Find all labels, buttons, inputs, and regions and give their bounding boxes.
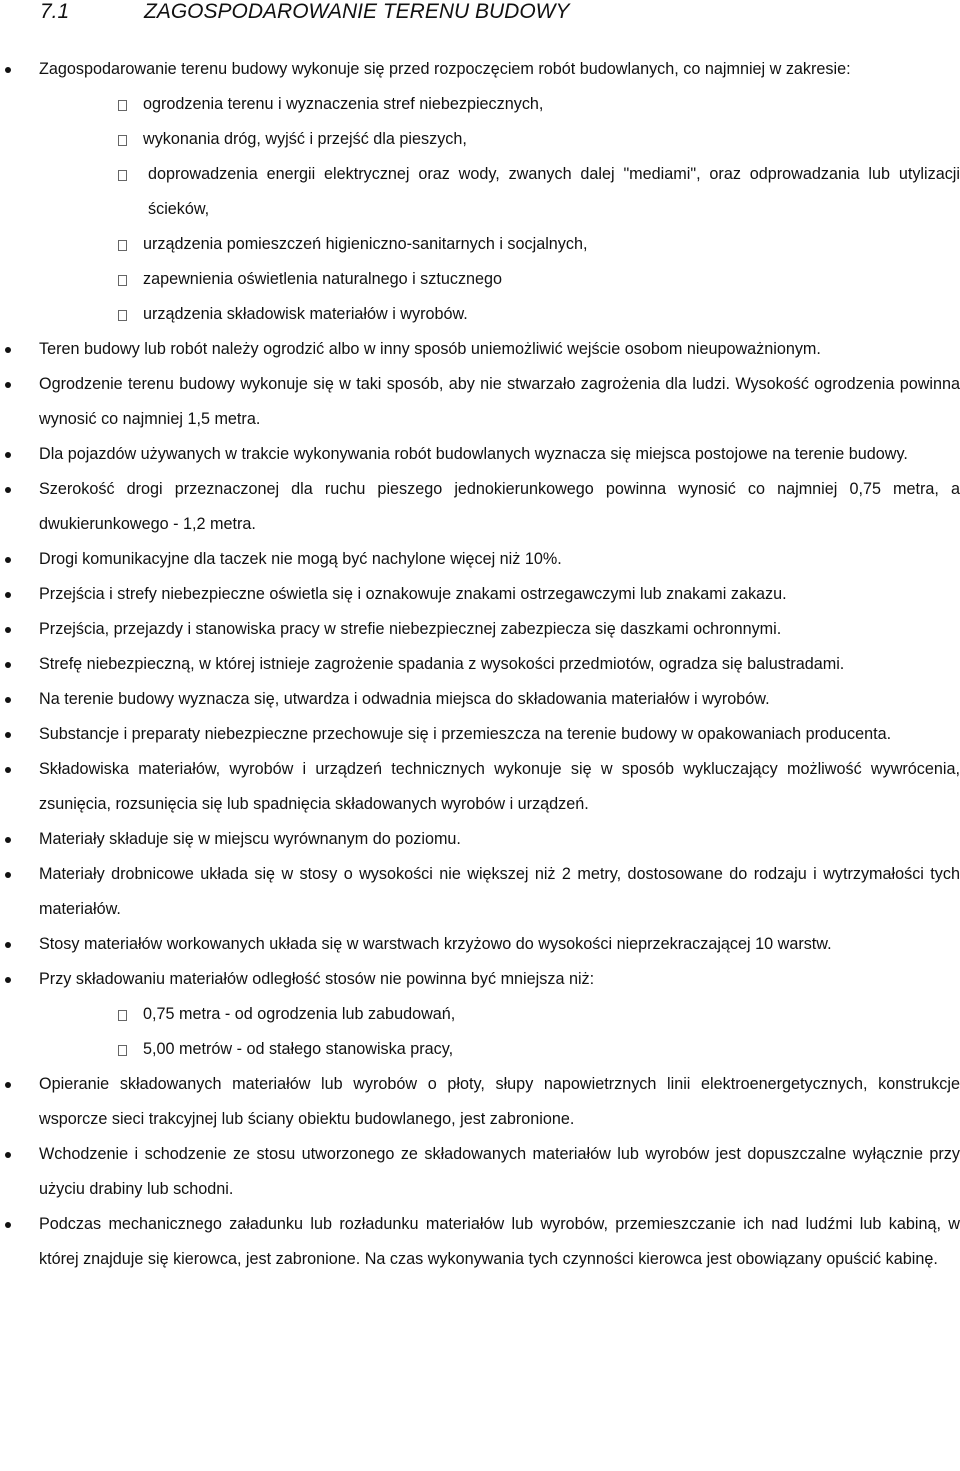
sub-list-item: urządzenia pomieszczeń higieniczno-sanitarnych i socjalnych,: [39, 227, 960, 262]
list-item: Podczas mechanicznego załadunku lub rozładunku materiałów lub wyrobów, przemieszczanie ich nad ludźmi lub kabiną, w której znajduje się kierowca, jest zabronione. Na czas wykonywania tych czynności kierowca jest obowiązany opuścić kabinę.: [0, 1207, 960, 1277]
checkbox-glyph-icon: [118, 135, 127, 146]
sub-list-item: 5,00 metrów - od stałego stanowiska pracy,: [39, 1032, 960, 1067]
list-item: Na terenie budowy wyznacza się, utwardza i odwadnia miejsca do składowania materiałów i wyrobów.: [0, 682, 960, 717]
section-number: 7.1: [40, 0, 70, 23]
sub-list-item: 0,75 metra - od ogrodzenia lub zabudowań,: [39, 997, 960, 1032]
bullet-list: [0, 52, 960, 1277]
checkbox-glyph-icon: [118, 1010, 127, 1021]
list-item: Stosy materiałów workowanych układa się w warstwach krzyżowo do wysokości nieprzekraczającej 10 warstw.: [0, 927, 960, 962]
checkbox-glyph-icon: [118, 100, 127, 111]
checkbox-glyph-icon: [118, 275, 127, 286]
list-item: Opieranie składowanych materiałów lub wyrobów o płoty, słupy napowietrznych linii elektroenergetycznych, konstrukcje wsporcze sieci trakcyjnej lub ściany obiektu budowlanego, jest zabronione.: [0, 1067, 960, 1137]
list-item-text: Zagospodarowanie terenu budowy wykonuje się przed rozpoczęciem robót budowlanych, co najmniej w zakresie:: [39, 60, 851, 78]
list-item: Strefę niebezpieczną, w której istnieje zagrożenie spadania z wysokości przedmiotów, ogradza się balustradami.: [0, 647, 960, 682]
list-item: [0, 962, 960, 1067]
list-item-text: Przy składowaniu materiałów odległość stosów nie powinna być mniejsza niż:: [39, 970, 595, 988]
sub-list-item: urządzenia składowisk materiałów i wyrobów.: [39, 297, 960, 332]
list-item: Drogi komunikacyjne dla taczek nie mogą być nachylone więcej niż 10%.: [0, 542, 960, 577]
sub-list-item: ogrodzenia terenu i wyznaczenia stref niebezpiecznych,: [39, 87, 960, 122]
section-heading: [40, 0, 570, 24]
list-item: Dla pojazdów używanych w trakcie wykonywania robót budowlanych wyznacza się miejsca postojowe na terenie budowy.: [0, 437, 960, 472]
list-item: [0, 52, 960, 332]
list-item: Przejścia i strefy niebezpieczne oświetla się i oznakowuje znakami ostrzegawczymi lub znakami zakazu.: [0, 577, 960, 612]
checkbox-glyph-icon: [118, 240, 127, 251]
sub-list: [39, 997, 960, 1067]
checkbox-glyph-icon: [118, 1045, 127, 1056]
sub-list-item: zapewnienia oświetlenia naturalnego i sztucznego: [39, 262, 960, 297]
checkbox-glyph-icon: [118, 170, 127, 181]
list-item: Składowiska materiałów, wyrobów i urządzeń technicznych wykonuje się w sposób wykluczający możliwość wywrócenia, zsunięcia, rozsunięcia się lub spadnięcia składowanych wyrobów i urządzeń.: [0, 752, 960, 822]
list-item: Wchodzenie i schodzenie ze stosu utworzonego ze składowanych materiałów lub wyrobów jest dopuszczalne wyłącznie przy użyciu drabiny lub schodni.: [0, 1137, 960, 1207]
list-item: Materiały drobnicowe układa się w stosy o wysokości nie większej niż 2 metry, dostosowane do rodzaju i wytrzymałości tych materiałów.: [0, 857, 960, 927]
list-item: Przejścia, przejazdy i stanowiska pracy w strefie niebezpiecznej zabezpiecza się daszkami ochronnymi.: [0, 612, 960, 647]
sub-list: [39, 87, 960, 332]
list-item: Szerokość drogi przeznaczonej dla ruchu pieszego jednokierunkowego powinna wynosić co najmniej 0,75 metra, a dwukierunkowego - 1,2 metra.: [0, 472, 960, 542]
section-title: ZAGOSPODAROWANIE TERENU BUDOWY: [144, 0, 570, 23]
list-item: Substancje i preparaty niebezpieczne przechowuje się i przemieszcza na terenie budowy w opakowaniach producenta.: [0, 717, 960, 752]
sub-list-item: doprowadzenia energii elektrycznej oraz wody, zwanych dalej "mediami", oraz odprowadzania lub utylizacji ścieków,: [39, 157, 960, 227]
list-item: Materiały składuje się w miejscu wyrównanym do poziomu.: [0, 822, 960, 857]
list-item: Ogrodzenie terenu budowy wykonuje się w taki sposób, aby nie stwarzało zagrożenia dla ludzi. Wysokość ogrodzenia powinna wynosić co najmniej 1,5 metra.: [0, 367, 960, 437]
sub-list-item: wykonania dróg, wyjść i przejść dla pieszych,: [39, 122, 960, 157]
list-item: Teren budowy lub robót należy ogrodzić albo w inny sposób uniemożliwić wejście osobom nieupoważnionym.: [0, 332, 960, 367]
checkbox-glyph-icon: [118, 310, 127, 321]
